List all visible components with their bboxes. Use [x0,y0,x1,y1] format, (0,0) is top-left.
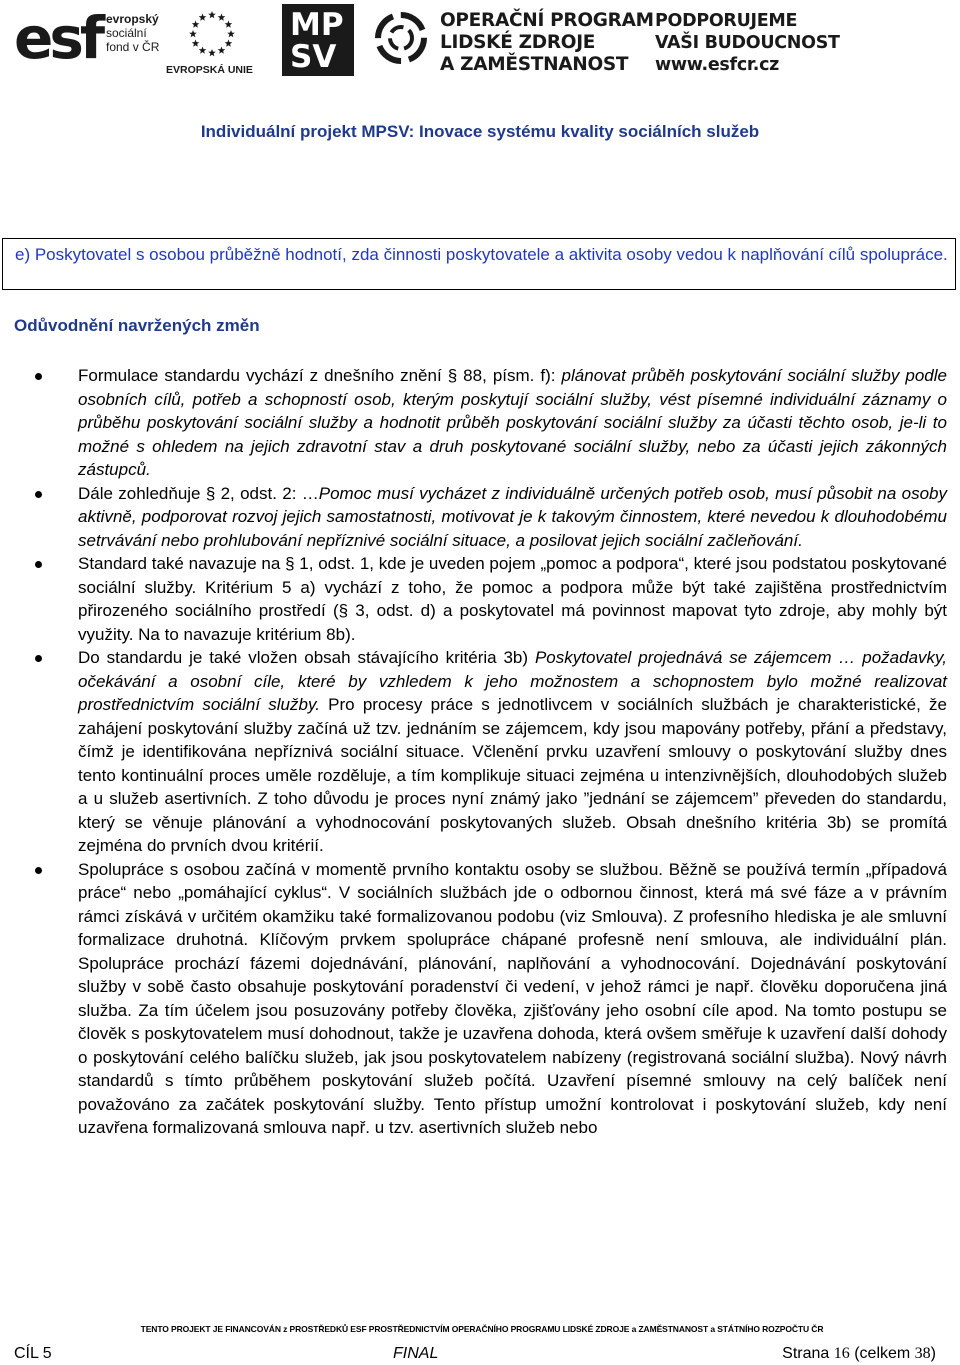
bullet-text: Do standardu je také vložen obsah stávajícího kritéria 3b) [78,648,535,667]
eu-star-icon [189,30,197,37]
bullet-text: Poskytovatel projednává se zájemcem … požadavky, očekávání a osobní cíle, které by vzhledem k jeho možnostem a schopnostem bylo možné realizovat prostřednictvím sociální služby. [78,648,947,714]
project-title: Individuální projekt MPSV: Inovace systému kvality sociálních služeb [200,122,760,141]
bullet-dot-icon [35,373,42,380]
bullet-dot-icon [35,867,42,874]
footer-goal: CÍL 5 [14,1345,52,1362]
bullet-text: Pro procesy práce s jednotlivcem v sociálních službách je charakteristické, že zahájení poskytování služby začíná už tzv. jednáním se zájemcem, kdy jsou mapovány potřeby, přání a představy, čímž je identifikována nepříznivá sociální situace. Včlenění prvku uzavření smlouvy o poskytování služby dnes tento kontinuální proces uměle rozděluje, a tím komplikuje situaci zejména u intenzivnějších, dlouhodobých služeb a u služeb asertivních. Z toho důvodu je proces nyní známý jako ”jednání se zájemcem” převeden do standardu, který se věnuje plánování a vyhodnocování poskytovaných služeb. Obsah dnešního kritéria 3b) se promítá zejména do prvních dvou kritérií. [78,695,947,855]
bullet-text: Spolupráce s osobou začíná v momentě prvního kontaktu osoby se službou. Běžně se používá termín „případová práce“ nebo „pomáhající cyklus“. V sociálních službách jde o odbornou činnost, která má své fáze a v právním rámci získává v určitém okamžiku také formalizovanou podobu (viz Smlouva). Z profesního hlediska je ale smluvní formalizace druhotná. Klíčovým prvkem spolupráce chápané profesně není smlouva, ale individuální plán. Spolupráce prochází fázemi dojednávání, plánování, naplňování a vyhodnocování. Dojednávání poskytování služby v sobě často obsahuje poskytování poradenství či vedení, v jehož rámci je např. člověku doporučena jiná služba. Za tím účelem jsou posuzovány potřeby člověka, zjišťovány jeho osobní cíle apod. Na tomto postupu se člověk s poskytovatelem musí dohodnout, takže je uzavřena dohoda, která ovšem směřuje k uzavření další dohody o poskytování celého balíčku služeb, jak jsou poskytovatelem nabízeny (registrovaná sociální služba). Nový návrh standardů s tímto průběhem poskytování služeb počítá. Uzavření písemné smlouvy na celý balíček není považováno za začátek poskytování služby. Tento přístup umožní kontrolovat i poskytování služeb, kdy není uzavřena formalizovaná smlouva např. u tzv. asertivních služeb nebo [78,859,947,1137]
bullet-item [0,858,960,1140]
page-total: 38 [914,1345,931,1362]
header-logos [0,0,960,82]
bullet-dot-icon [35,491,42,498]
bullet-item [0,646,960,858]
support-line-1: PODPORUJEME [655,11,798,31]
esf-logo [14,4,254,76]
page-mid: (celkem [849,1345,915,1362]
eu-star-icon [199,46,207,53]
bullet-item [0,552,960,646]
support-text [655,10,840,76]
footer-funding-line: TENTO PROJEKT JE FINANCOVÁN z PROSTŘEDKŮ ESF PROSTŘEDNICTVÍM OPERAČNÍHO PROGRAMU LIDSKÉ ZDROJE a ZAMĚSTNANOST a STÁTNÍHO ROZPOČTU ČR [140,1324,824,1334]
op-emblem-icon [375,12,427,64]
page-prefix: Strana [782,1345,834,1362]
bullet-text: Dále zohledňuje § 2, odst. 2: … [78,483,319,503]
bullet-dot-icon [35,655,42,662]
footer-status: FINAL [393,1345,439,1362]
eu-star-icon [227,30,235,37]
eu-star-icon [192,21,200,28]
mpsv-line-2: SV [290,39,337,75]
bullet-text: Standard také navazuje na § 1, odst. 1, kde je uveden pojem „pomoc a podpora“, které jsou podstatou poskytované sociální služby. Kritérium 5 a) vychází z toho, že pomoc a podpora může být také zajištěna prostřednictvím přirozeného sociálního prostředí (§ 3, odst. d) a poskytovatel má povinnost mapovat tyto zdroje, aby mohly být využity. Na to navazuje kritérium 8b). [78,554,947,644]
footer-page-number [782,1345,936,1363]
bullet-text: Formulace standardu vychází z dnešního znění § 88, písm. f): [78,366,562,385]
bullet-text: Pomoc musí vycházet z individuálně určených potřeb osob, musí působit na osoby aktivně, podporovat rozvoj jejich samostatnosti, motivovat je k takovým činnostem, které nevedou k dlouhodobému setrvávání nebo prohlubování nepříznivé sociální situace, a posilovat jejich sociální začleňování. [78,483,948,550]
esf-line-1: evropský [106,12,159,26]
page-suffix: ) [930,1345,936,1362]
eu-star-icon [218,46,226,53]
bullet-item [0,364,960,482]
bullet-item [0,482,960,553]
op-text [440,10,654,76]
boxed-paragraph [2,238,956,290]
eu-star-icon [218,14,226,21]
eu-star-icon [225,40,233,47]
op-line-2: LIDSKÉ ZDROJE [440,32,596,53]
page-num: 16 [833,1345,850,1362]
bullet-list [0,364,960,1140]
eu-star-icon [192,40,200,47]
eu-star-icon [225,21,233,28]
op-line-3: A ZAMĚSTNANOST [440,54,629,75]
op-line-1: OPERAČNÍ PROGRAM [440,10,654,31]
mpsv-logo [282,4,354,76]
esf-line-3: fond v ČR [106,40,160,54]
eu-label: EVROPSKÁ UNIE [166,64,253,76]
bullet-text: plánovat průběh poskytování sociální služby podle osobních cílů, potřeb a schopností osob, kterým poskytují sociální služby, vést písemné individuální záznamy o průběhu poskytování sociální služby a hodnotit průběh poskytování sociální služby za účasti těchto osob, je-li to možné s ohledem na jejich zdravotní stav a druh poskytované sociální služby, nebo za účasti jejich zákonných zástupců. [78,366,947,479]
eu-star-icon [199,14,207,21]
bullet-dot-icon [35,561,42,568]
support-line-2: VAŠI BUDOUCNOST [655,33,840,53]
mpsv-line-1: MP [290,7,344,43]
esf-letters: esf [14,4,102,72]
eu-stars-icon [176,10,248,58]
eu-star-icon [208,11,216,18]
section-heading: Odůvodnění navržených změn [14,316,260,335]
boxed-paragraph-text: e) Poskytovatel s osobou průběžně hodnotí, zda činnosti poskytovatele a aktivita osoby vedou k naplňování cílů spolupráce. [15,245,948,264]
esf-text [106,12,159,54]
support-link[interactable]: www.esfcr.cz [655,55,780,75]
esf-line-2: sociální [106,26,147,40]
eu-star-icon [208,49,216,56]
